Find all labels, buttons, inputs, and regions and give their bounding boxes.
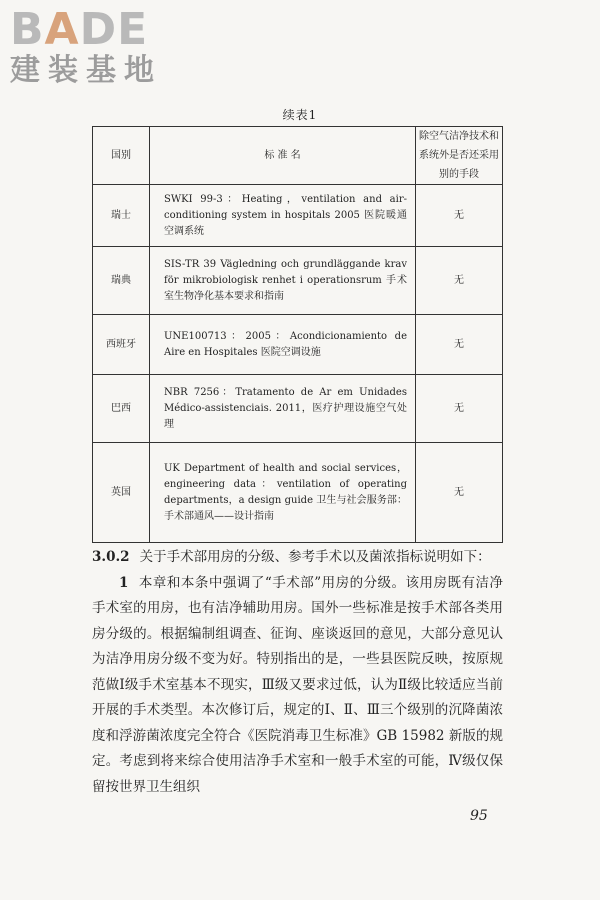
standard-cell: NBR 7256：Tratamento de Ar em Unidades Médico-assistenciais. 2011，医疗护理设施空气处理 xyxy=(150,375,416,443)
country-cell: 西班牙 xyxy=(93,315,150,375)
answer-cell: 无 xyxy=(416,375,503,443)
header-standard-name: 标 准 名 xyxy=(150,127,416,185)
header-country: 国别 xyxy=(93,127,150,185)
answer-cell: 无 xyxy=(416,315,503,375)
table-row xyxy=(93,443,503,543)
logo-subtitle: 建装基地 xyxy=(10,53,162,88)
standards-table xyxy=(92,126,503,543)
country-cell: 巴西 xyxy=(93,375,150,443)
table-row xyxy=(93,375,503,443)
item-text: 本章和本条中强调了“手术部”用房的分级。该用房既有洁净手术室的用房，也有洁净辅助用房。国外一些标准是按手术部各类用房分级的。根据编制组调查、征询、座谈返回的意见，大部分意见认为洁净用房分级不变为好。特别指出的是，一些县医院反映，按原规范做Ⅰ级手术室基本不现实，Ⅲ级又要求过低，认为Ⅱ级比较适应当前开展的手术类型。本次修订后，规定的Ⅰ、Ⅱ、Ⅲ三个级别的沉降菌浓度和浮游菌浓度完全符合《医院消毒卫生标准》GB 15982 新版的规定。考虑到将来综合使用洁净手术室和一般手术室的可能，Ⅳ级仅保留按世界卫生组织 xyxy=(92,574,503,795)
table-header-row xyxy=(93,127,503,185)
country-cell: 瑞士 xyxy=(93,185,150,247)
explanation-body xyxy=(92,545,503,800)
answer-cell: 无 xyxy=(416,247,503,315)
answer-cell: 无 xyxy=(416,185,503,247)
standard-cell: SWKI 99-3：Heating，ventilation and air-conditioning system in hospitals 2005 医院暖通空调系统 xyxy=(150,185,416,247)
standard-cell: UK Department of health and social services，engineering data：ventilation of operating departments，a design guide 卫生与社会服务部：手术部通风——设计指南 xyxy=(150,443,416,543)
table-row xyxy=(93,315,503,375)
section-heading xyxy=(92,545,503,571)
logo-wordmark: BADE xyxy=(10,4,149,55)
standard-cell: SIS-TR 39 Vägledning och grundläggande krav för mikrobiologisk renhet i operationsrum 手术室生物净化基本要求和指南 xyxy=(150,247,416,315)
section-title: 关于手术部用房的分级、参考手术以及菌浓指标说明如下： xyxy=(139,549,491,565)
table-row xyxy=(93,247,503,315)
item-paragraph xyxy=(92,571,503,801)
country-cell: 瑞典 xyxy=(93,247,150,315)
section-number: 3.0.2 xyxy=(92,549,130,565)
item-number: 1 xyxy=(119,574,129,591)
table-caption: 续表1 xyxy=(282,108,318,122)
answer-cell: 无 xyxy=(416,443,503,543)
country-cell: 英国 xyxy=(93,443,150,543)
standard-cell: UNE100713：2005：Acondicionamiento de Aire en Hospitales 医院空调设施 xyxy=(150,315,416,375)
bade-logo xyxy=(10,6,180,88)
header-other-means: 除空气洁净技术和系统外是否还采用别的手段 xyxy=(416,127,503,185)
page-number: 95 xyxy=(470,808,488,824)
table-row xyxy=(93,185,503,247)
